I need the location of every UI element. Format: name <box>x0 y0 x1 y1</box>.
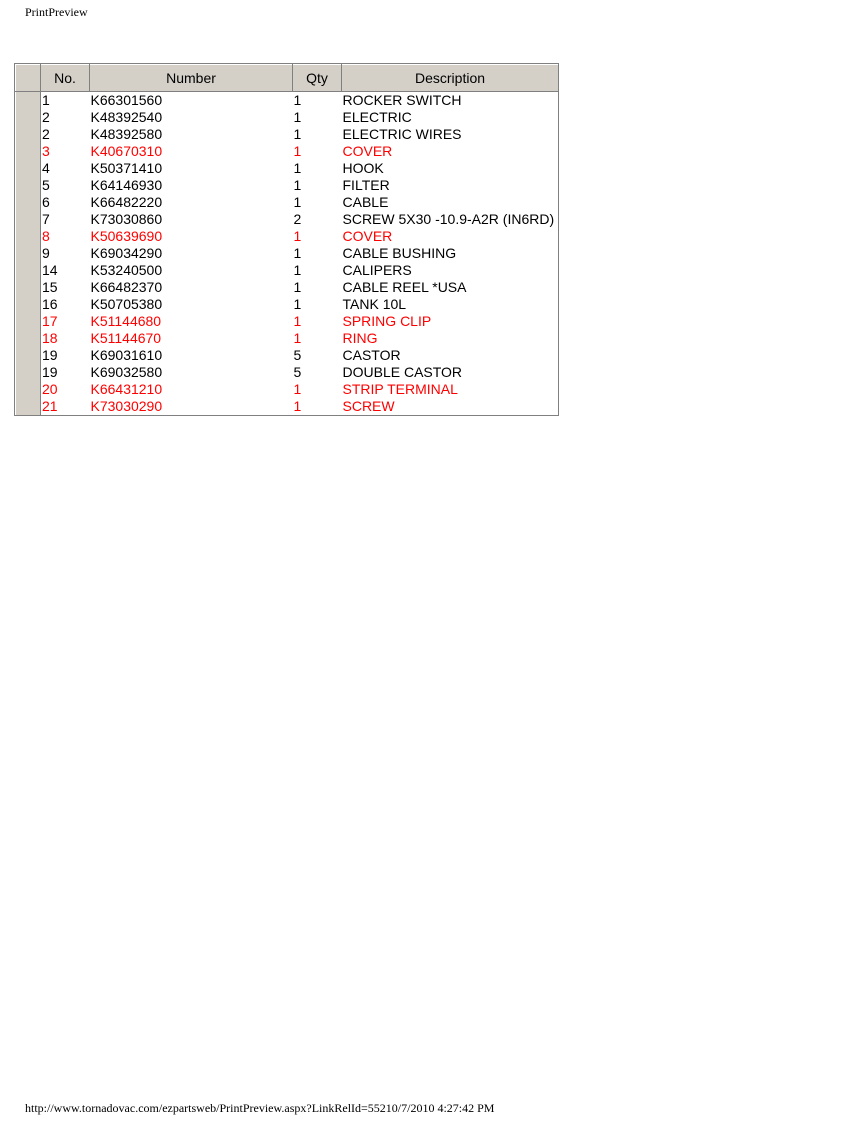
table-row[interactable] <box>16 211 559 228</box>
cell-qty: 1 <box>293 245 302 261</box>
parts-table <box>15 64 559 415</box>
cell-no: 20 <box>42 381 58 397</box>
page-footer-url: http://www.tornadovac.com/ezpartsweb/PrintPreview.aspx?LinkRelId=55210/7/2010 4:27:42 PM <box>25 1101 495 1115</box>
row-selector[interactable] <box>16 177 41 194</box>
table-row[interactable] <box>16 245 559 262</box>
table-row[interactable] <box>16 109 559 126</box>
cell-qty: 1 <box>293 194 302 210</box>
cell-no: 1 <box>42 92 50 108</box>
cell-number: K40670310 <box>90 143 163 159</box>
cell-no: 19 <box>42 347 58 363</box>
cell-number: K66482370 <box>90 279 163 295</box>
cell-qty: 1 <box>293 126 302 142</box>
cell-qty: 1 <box>293 92 302 108</box>
cell-description: CALIPERS <box>342 262 412 278</box>
row-selector[interactable] <box>16 296 41 313</box>
row-selector[interactable] <box>16 211 41 228</box>
cell-no: 19 <box>42 364 58 380</box>
column-header-description[interactable]: Description <box>342 65 559 92</box>
cell-no: 6 <box>42 194 50 210</box>
cell-number: K50371410 <box>90 160 163 176</box>
cell-qty: 2 <box>293 211 302 227</box>
cell-qty: 1 <box>293 296 302 312</box>
table-header-row <box>16 65 559 92</box>
table-row[interactable] <box>16 126 559 143</box>
cell-no: 5 <box>42 177 50 193</box>
cell-description: CASTOR <box>342 347 401 363</box>
table-row[interactable] <box>16 228 559 245</box>
row-selector-header <box>16 65 41 92</box>
table-row[interactable] <box>16 364 559 381</box>
row-selector[interactable] <box>16 398 41 415</box>
cell-qty: 1 <box>293 143 302 159</box>
table-row[interactable] <box>16 194 559 211</box>
cell-no: 16 <box>42 296 58 312</box>
row-selector[interactable] <box>16 143 41 160</box>
column-header-number[interactable]: Number <box>90 65 293 92</box>
cell-description: CABLE BUSHING <box>342 245 457 261</box>
cell-description: ELECTRIC WIRES <box>342 126 462 142</box>
row-selector[interactable] <box>16 364 41 381</box>
cell-no: 2 <box>42 126 50 142</box>
cell-qty: 5 <box>293 347 302 363</box>
table-row[interactable] <box>16 177 559 194</box>
cell-no: 21 <box>42 398 58 414</box>
cell-description: TANK 10L <box>342 296 407 312</box>
cell-number: K73030860 <box>90 211 163 227</box>
table-row[interactable] <box>16 296 559 313</box>
page-title: PrintPreview <box>25 5 88 19</box>
cell-number: K66431210 <box>90 381 163 397</box>
cell-description: CABLE <box>342 194 389 210</box>
table-row[interactable] <box>16 92 559 110</box>
row-selector[interactable] <box>16 92 41 110</box>
table-row[interactable] <box>16 279 559 296</box>
row-selector[interactable] <box>16 126 41 143</box>
row-selector[interactable] <box>16 313 41 330</box>
row-selector[interactable] <box>16 262 41 279</box>
cell-qty: 1 <box>293 330 302 346</box>
cell-description: STRIP TERMINAL <box>342 381 458 397</box>
cell-description: COVER <box>342 228 393 244</box>
cell-number: K66301560 <box>90 92 163 108</box>
cell-number: K51144680 <box>90 313 162 329</box>
cell-description: COVER <box>342 143 393 159</box>
parts-table-body <box>16 92 559 416</box>
cell-no: 8 <box>42 228 50 244</box>
cell-qty: 1 <box>293 228 302 244</box>
cell-number: K48392580 <box>90 126 163 142</box>
cell-qty: 1 <box>293 398 302 414</box>
row-selector[interactable] <box>16 381 41 398</box>
cell-number: K69032580 <box>90 364 163 380</box>
column-header-qty[interactable]: Qty <box>293 65 342 92</box>
row-selector[interactable] <box>16 279 41 296</box>
row-selector[interactable] <box>16 330 41 347</box>
cell-number: K50639690 <box>90 228 163 244</box>
row-selector[interactable] <box>16 109 41 126</box>
table-row[interactable] <box>16 398 559 415</box>
row-selector[interactable] <box>16 228 41 245</box>
cell-description: SPRING CLIP <box>342 313 432 329</box>
cell-number: K73030290 <box>90 398 163 414</box>
cell-description: HOOK <box>342 160 384 176</box>
cell-description: CABLE REEL *USA <box>342 279 467 295</box>
table-row[interactable] <box>16 143 559 160</box>
cell-qty: 1 <box>293 313 302 329</box>
table-row[interactable] <box>16 347 559 364</box>
cell-no: 15 <box>42 279 58 295</box>
row-selector[interactable] <box>16 245 41 262</box>
cell-qty: 1 <box>293 262 302 278</box>
cell-no: 4 <box>42 160 50 176</box>
table-row[interactable] <box>16 160 559 177</box>
cell-no: 18 <box>42 330 58 346</box>
table-row[interactable] <box>16 313 559 330</box>
cell-qty: 1 <box>293 109 302 125</box>
cell-no: 3 <box>42 143 50 159</box>
cell-qty: 1 <box>293 160 302 176</box>
cell-no: 9 <box>42 245 50 261</box>
cell-no: 7 <box>42 211 50 227</box>
cell-no: 2 <box>42 109 50 125</box>
cell-description: DOUBLE CASTOR <box>342 364 463 380</box>
cell-qty: 1 <box>293 381 302 397</box>
cell-description: FILTER <box>342 177 390 193</box>
cell-number: K53240500 <box>90 262 163 278</box>
table-row[interactable] <box>16 262 559 279</box>
cell-number: K69031610 <box>90 347 163 363</box>
column-header-no[interactable]: No. <box>41 65 90 92</box>
cell-description: ELECTRIC <box>342 109 412 125</box>
cell-qty: 5 <box>293 364 302 380</box>
table-row[interactable] <box>16 330 559 347</box>
cell-qty: 1 <box>293 177 302 193</box>
cell-qty: 1 <box>293 279 302 295</box>
cell-number: K66482220 <box>90 194 163 210</box>
table-row[interactable] <box>16 381 559 398</box>
row-selector[interactable] <box>16 347 41 364</box>
cell-number: K51144670 <box>90 330 162 346</box>
row-selector[interactable] <box>16 194 41 211</box>
cell-number: K69034290 <box>90 245 163 261</box>
cell-description: RING <box>342 330 378 346</box>
cell-no: 14 <box>42 262 58 278</box>
cell-number: K48392540 <box>90 109 163 125</box>
cell-number: K50705380 <box>90 296 163 312</box>
row-selector[interactable] <box>16 160 41 177</box>
cell-no: 17 <box>42 313 58 329</box>
cell-number: K64146930 <box>90 177 163 193</box>
cell-description: ROCKER SWITCH <box>342 92 462 108</box>
cell-description: SCREW 5X30 -10.9-A2R (IN6RD) <box>342 211 555 227</box>
cell-description: SCREW <box>342 398 395 414</box>
parts-grid <box>14 63 559 416</box>
